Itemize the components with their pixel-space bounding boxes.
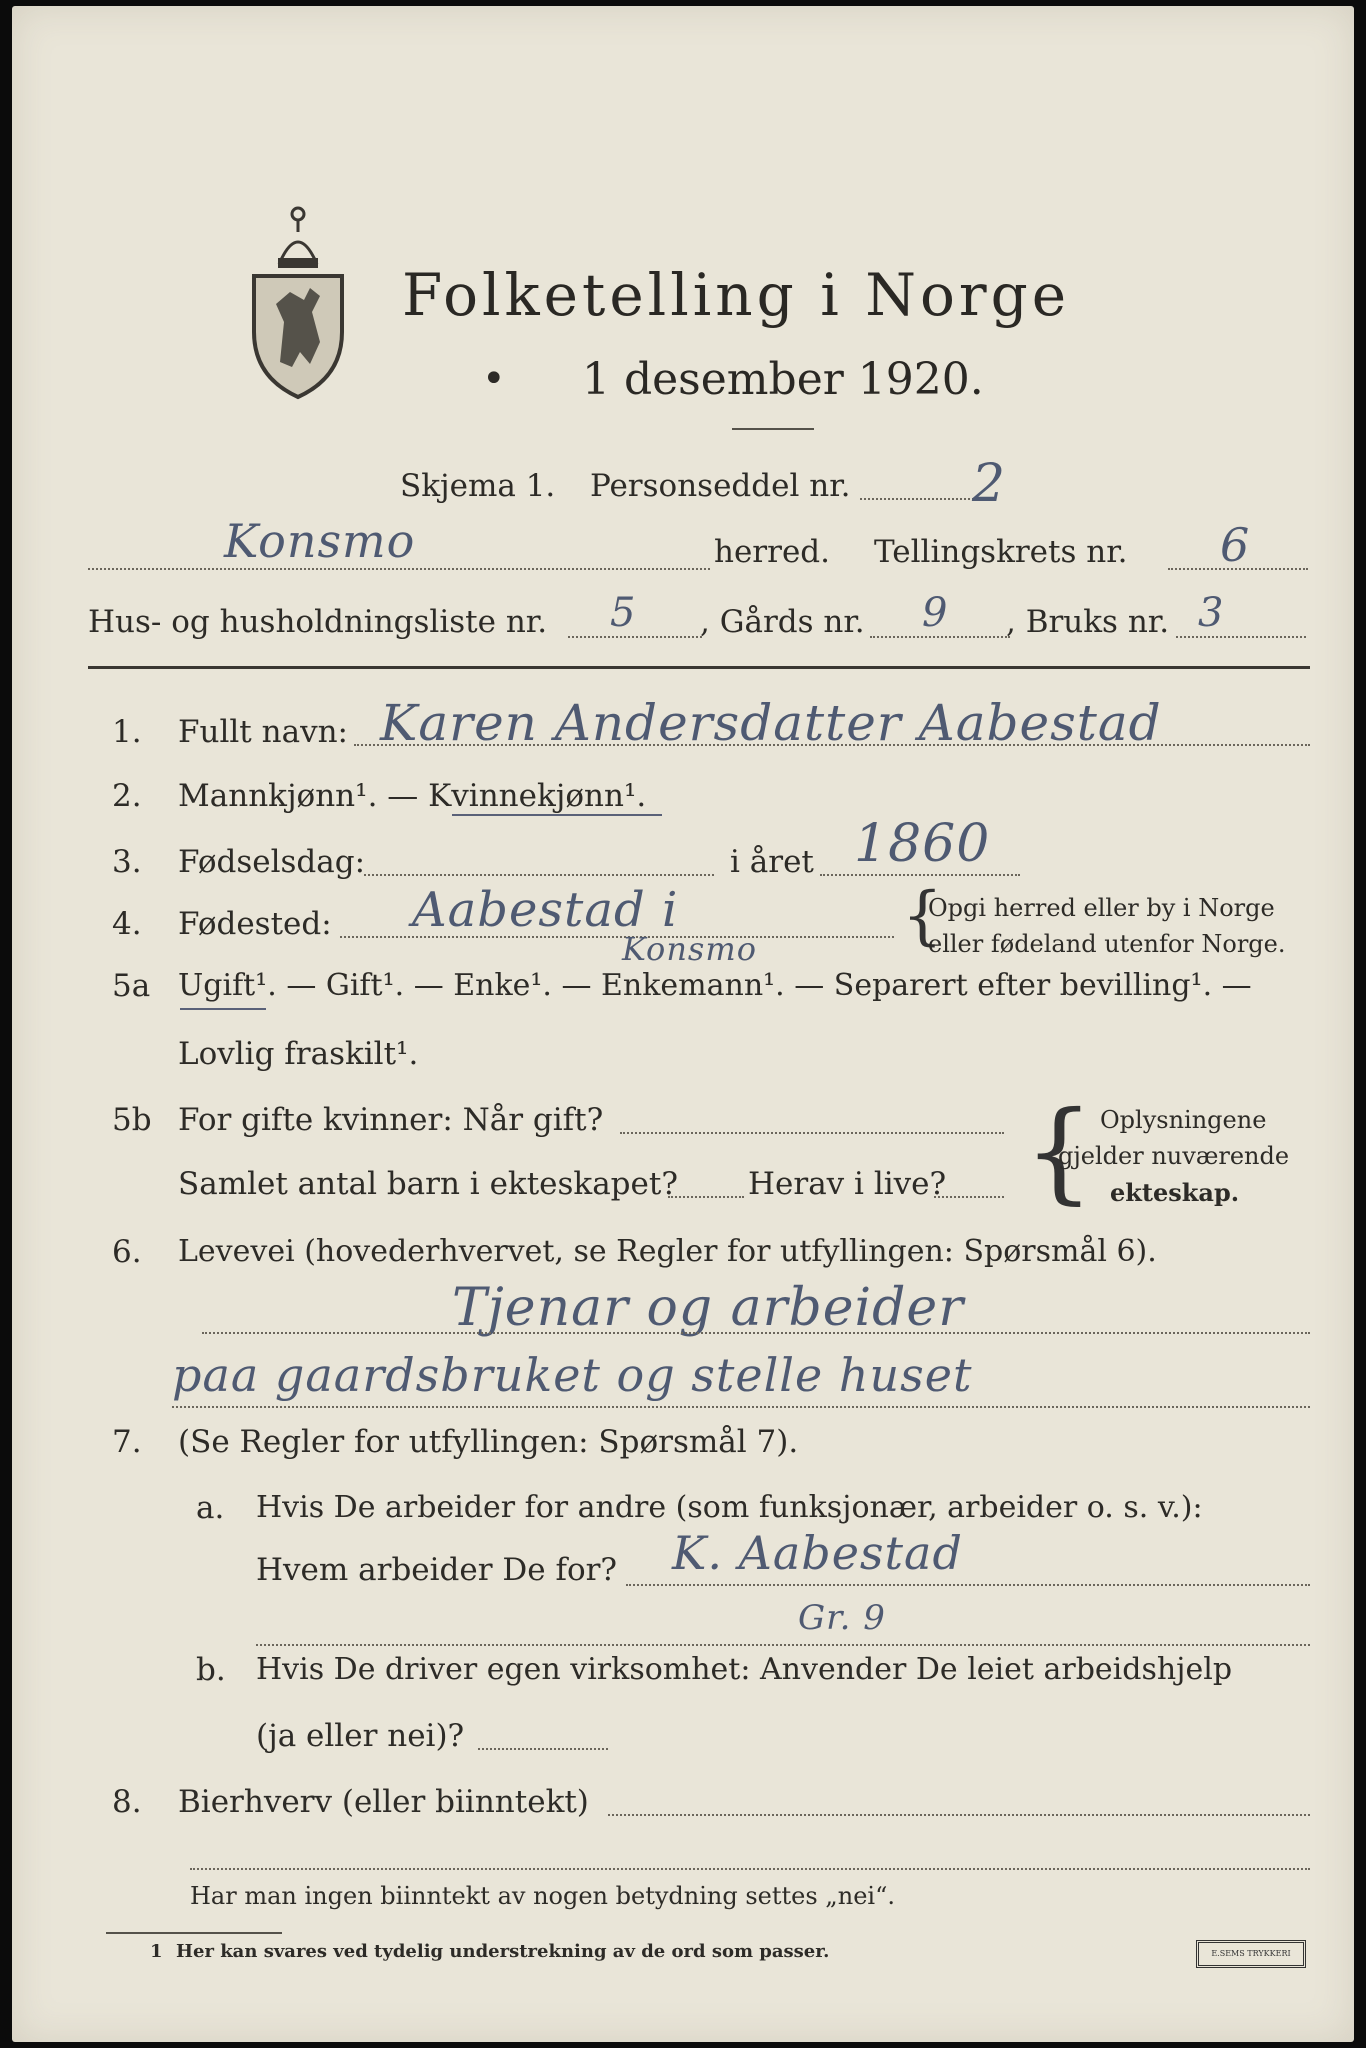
q2-label: Mannkjønn¹. — Kvinnekjønn¹. bbox=[178, 778, 647, 814]
q3-label: Fødselsdag: bbox=[178, 844, 366, 880]
q4-birthplace[interactable]: Aabestad i bbox=[412, 882, 679, 938]
bruks-dots bbox=[1176, 636, 1306, 638]
q3-year-value[interactable]: 1860 bbox=[854, 814, 991, 874]
hus-dots bbox=[568, 636, 702, 638]
q5b-brace: { bbox=[1024, 1087, 1094, 1215]
q5b-note-line2: gjelder nuværende bbox=[1058, 1142, 1290, 1170]
title-divider bbox=[732, 428, 814, 430]
q7a-dots bbox=[626, 1584, 1310, 1586]
q6-number: 6. bbox=[112, 1234, 142, 1270]
tellingskrets-label: Tellingskrets nr. bbox=[874, 534, 1128, 570]
q3-number: 3. bbox=[112, 844, 142, 880]
q4-note-line2: eller fødeland utenfor Norge. bbox=[928, 930, 1286, 958]
personseddel-dots bbox=[860, 498, 990, 500]
tellingskrets-value[interactable]: 6 bbox=[1220, 518, 1251, 572]
q7b-dots bbox=[478, 1748, 608, 1750]
q7a-employer-note: Gr. 9 bbox=[798, 1598, 886, 1638]
gards-label: , Gårds nr. bbox=[700, 604, 865, 640]
q4-label: Fødested: bbox=[178, 906, 332, 942]
printer-stamp: E.SEMS TRYKKERI bbox=[1196, 1940, 1306, 1968]
q7a-line2: Hvem arbeider De for? bbox=[256, 1552, 618, 1588]
q1-full-name[interactable]: Karen Andersdatter Aabestad bbox=[380, 694, 1162, 752]
bruks-label: , Bruks nr. bbox=[1006, 604, 1170, 640]
skjema-label: Skjema 1. bbox=[400, 468, 556, 504]
personseddel-value[interactable]: 2 bbox=[972, 454, 1007, 514]
q5b-number: 5b bbox=[112, 1102, 152, 1138]
q5b-line2b: Herav i live? bbox=[748, 1166, 947, 1202]
q5a-number: 5a bbox=[112, 968, 151, 1004]
q5b-when-dots bbox=[620, 1132, 1004, 1134]
q7a-dots-line2 bbox=[256, 1644, 1310, 1646]
gards-dots bbox=[870, 636, 1010, 638]
bullet-dot: • bbox=[482, 356, 506, 402]
herred-value[interactable]: Konsmo bbox=[224, 514, 416, 568]
footnote-divider bbox=[106, 1932, 282, 1934]
q4-number: 4. bbox=[112, 906, 142, 942]
hus-value[interactable]: 5 bbox=[610, 590, 637, 636]
q6-occupation-line2[interactable]: paa gaardsbruket og stelle huset bbox=[172, 1348, 973, 1402]
census-date: 1 desember 1920. bbox=[582, 354, 984, 405]
footnote-mark: 1 bbox=[150, 1941, 163, 1962]
q5b-alive-dots bbox=[934, 1196, 1004, 1198]
coat-of-arms-icon bbox=[240, 192, 356, 402]
q5b-line2a: Samlet antal barn i ekteskapet? bbox=[178, 1166, 678, 1202]
census-form-sheet bbox=[12, 6, 1354, 2042]
q8-label: Bierhverv (eller biinntekt) bbox=[178, 1784, 589, 1820]
q7-number: 7. bbox=[112, 1424, 142, 1460]
q7b-letter: b. bbox=[196, 1652, 226, 1688]
q6-occupation-line1[interactable]: Tjenar og arbeider bbox=[452, 1278, 965, 1338]
q3-dots bbox=[364, 874, 714, 876]
q6-label: Levevei (hovederhvervet, se Regler for utfyllingen: Spørsmål 6). bbox=[178, 1234, 1157, 1269]
q4-birthplace-line2: Konsmo bbox=[622, 930, 757, 968]
gards-value[interactable]: 9 bbox=[922, 590, 949, 636]
header-rule bbox=[88, 666, 1310, 669]
q1-number: 1. bbox=[112, 714, 142, 750]
q5b-note-line1: Oplysningene bbox=[1100, 1106, 1267, 1134]
q5a-line1: Ugift¹. — Gift¹. — Enke¹. — Enkemann¹. — Separert efter bevilling¹. — bbox=[178, 968, 1252, 1003]
q7a-line1: Hvis De arbeider for andre (som funksjonær, arbeider o. s. v.): bbox=[256, 1490, 1203, 1525]
form-title: Folketelling i Norge bbox=[402, 261, 1071, 329]
q8-dots bbox=[608, 1814, 1310, 1816]
q6-dots-line2 bbox=[172, 1406, 1310, 1408]
q2-kvinnekjonn-underline bbox=[452, 814, 662, 816]
q3-year-label: i året bbox=[730, 844, 814, 880]
hus-label: Hus- og husholdningsliste nr. bbox=[88, 604, 548, 640]
q5b-line1: For gifte kvinner: Når gift? bbox=[178, 1102, 604, 1138]
q4-brace: { bbox=[902, 879, 943, 953]
q8-number: 8. bbox=[112, 1784, 142, 1820]
herred-label: herred. bbox=[714, 534, 830, 570]
q5b-note-line3: ekteskap. bbox=[1110, 1178, 1240, 1207]
q8-dots-line2 bbox=[190, 1868, 1310, 1870]
q2-number: 2. bbox=[112, 778, 142, 814]
bruks-value[interactable]: 3 bbox=[1198, 590, 1225, 636]
q7b-line2: (ja eller nei)? bbox=[256, 1718, 465, 1754]
q8-note: Har man ingen biinntekt av nogen betydning settes „nei“. bbox=[190, 1882, 895, 1910]
q4-note-line1: Opgi herred eller by i Norge bbox=[928, 894, 1275, 922]
q6-dots-line1 bbox=[202, 1332, 1310, 1334]
personseddel-label: Personseddel nr. bbox=[590, 468, 851, 504]
q3-year-dots bbox=[820, 874, 1020, 876]
herred-dots bbox=[88, 568, 710, 570]
q5b-children-dots bbox=[668, 1196, 744, 1198]
q7a-employer[interactable]: K. Aabestad bbox=[672, 1526, 963, 1580]
q5a-ugift-underline bbox=[180, 1008, 266, 1010]
q7a-letter: a. bbox=[196, 1490, 225, 1526]
q7b-line1: Hvis De driver egen virksomhet: Anvender De leiet arbeidshjelp bbox=[256, 1652, 1233, 1687]
q7-label: (Se Regler for utfyllingen: Spørsmål 7). bbox=[178, 1424, 799, 1460]
q5a-line2: Lovlig fraskilt¹. bbox=[178, 1036, 419, 1072]
footnote-text: Her kan svares ved tydelig understrekning av de ord som passer. bbox=[176, 1941, 830, 1962]
q1-label: Fullt navn: bbox=[178, 714, 348, 750]
